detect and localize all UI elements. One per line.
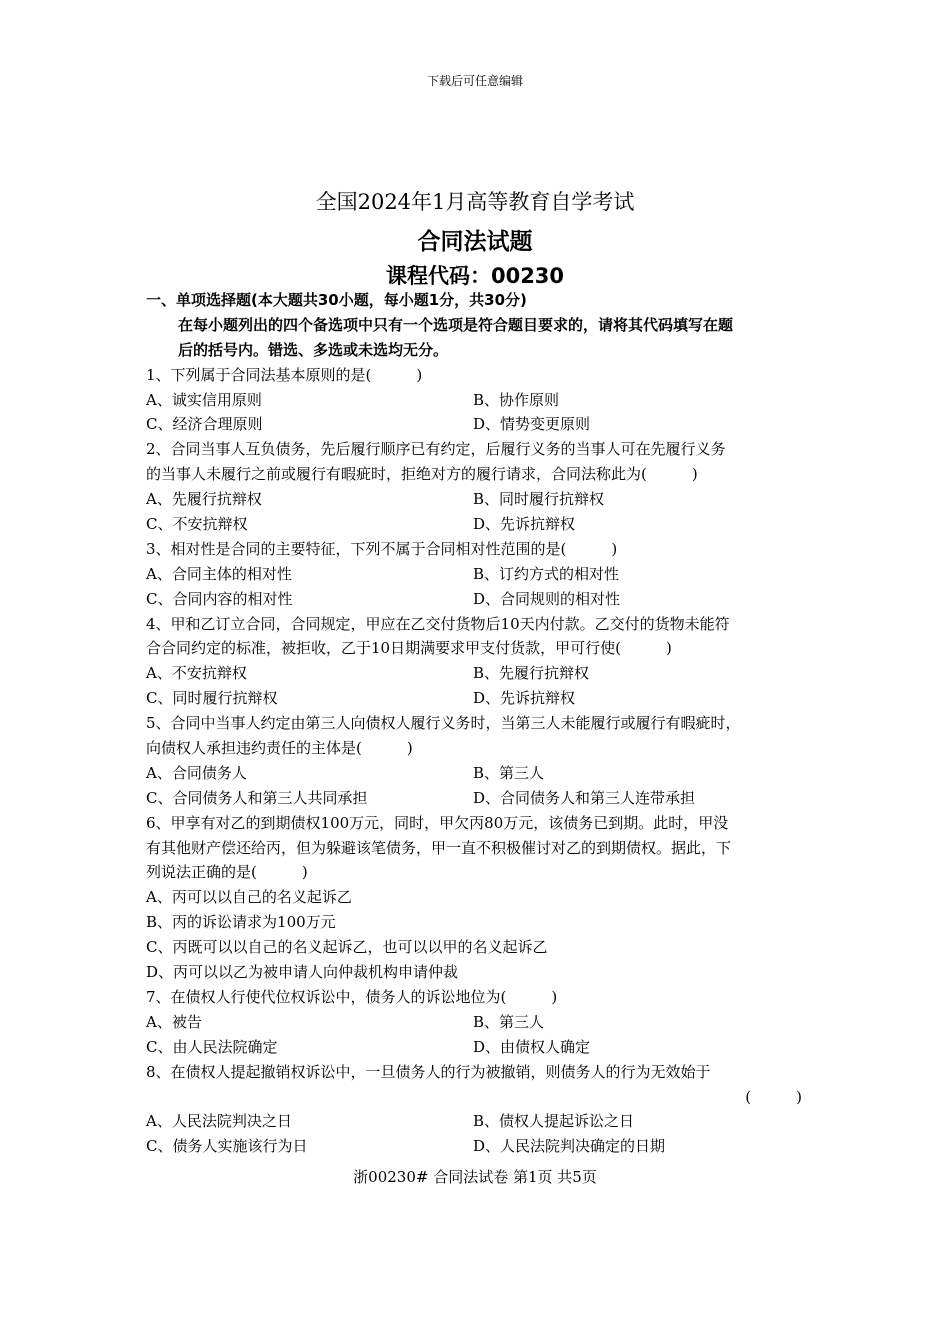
exam-content: [146, 288, 816, 1159]
option-row: [146, 786, 816, 811]
exam-title: 全国2024年1月高等教育自学考试: [315, 190, 635, 214]
option-row: [146, 587, 816, 612]
option-c: C、经济合理原则: [146, 415, 263, 434]
option-a: A、不安抗辩权: [146, 664, 247, 683]
option-d: D、情势变更原则: [473, 415, 591, 434]
question-stem: 向债权人承担违约责任的主体是( ): [146, 739, 413, 758]
option-d: D、先诉抗辩权: [473, 689, 576, 708]
option-b: B、订约方式的相对性: [473, 564, 620, 583]
question-stem: 7、在债权人行使代位权诉讼中，债务人的诉讼地位为( ): [146, 987, 558, 1006]
option-b: B、同时履行抗辩权: [473, 490, 605, 509]
option-b: B、协作原则: [473, 390, 560, 409]
option-a: A、被告: [146, 1012, 202, 1031]
option-c: C、由人民法院确定: [146, 1037, 278, 1056]
section-instruction: 后的括号内。错选、多选或未选均无分。: [178, 340, 449, 359]
option-row: [146, 761, 816, 786]
course-code: 课程代码：00230: [385, 264, 565, 288]
option-row: [146, 1035, 816, 1060]
question-stem: 3、相对性是合同的主要特征，下列不属于合同相对性范围的是( ): [146, 539, 618, 558]
option-b: B、丙的诉讼请求为100万元: [146, 913, 336, 932]
option-a: A、合同债务人: [146, 763, 247, 782]
option-b: B、先履行抗辩权: [473, 664, 590, 683]
option-b: B、第三人: [473, 763, 545, 782]
option-a: A、诚实信用原则: [146, 390, 262, 409]
question-stem: 5、合同中当事人约定由第三人向债权人履行义务时，当第三人未能履行或履行有暇疵时，: [146, 714, 741, 733]
question-stem: 有其他财产偿还给丙，但为躲避该笔债务，甲一直不积极催讨对乙的到期债权。据此，下: [146, 838, 732, 857]
option-c: C、丙既可以以自己的名义起诉乙，也可以以甲的名义起诉乙: [146, 938, 548, 957]
question-stem: 合合同约定的标准，被拒收，乙于10日期满要求甲支付货款，甲可行使( ): [146, 639, 672, 658]
option-d: D、丙可以以乙为被申请人向仲裁机构申请仲裁: [146, 963, 459, 982]
option-c: C、债务人实施该行为日: [146, 1137, 308, 1156]
option-a: A、人民法院判决之日: [146, 1112, 292, 1131]
question-stem: 8、在债权人提起撤销权诉讼中，一旦债务人的行为被撤销，则债务人的行为无效始于: [146, 1062, 711, 1081]
option-d: D、由债权人确定: [473, 1037, 591, 1056]
option-a: A、先履行抗辩权: [146, 490, 262, 509]
section-heading: 一、单项选择题(本大题共30小题，每小题1分，共30分): [146, 291, 527, 309]
answer-parentheses: ( ): [745, 1087, 802, 1106]
option-row: [146, 1109, 816, 1134]
subject-title: 合同法试题: [417, 229, 533, 255]
question-stem: 2、合同当事人互负债务，先后履行顺序已有约定，后履行义务的当事人可在先履行义务: [146, 440, 726, 459]
option-a: A、合同主体的相对性: [146, 564, 292, 583]
option-row: [146, 512, 816, 537]
option-row: [146, 686, 816, 711]
option-c: C、不安抗辩权: [146, 515, 248, 534]
header-note: 下载后可任意编辑: [426, 74, 523, 88]
option-row: [146, 562, 816, 587]
option-row: [146, 388, 816, 413]
option-a: A、丙可以以自己的名义起诉乙: [146, 888, 352, 907]
option-c: C、合同内容的相对性: [146, 589, 293, 608]
option-d: D、人民法院判决确定的日期: [473, 1137, 666, 1156]
option-d: D、先诉抗辩权: [473, 515, 576, 534]
page-footer: 浙00230# 合同法试卷 第1页 共5页: [353, 1168, 597, 1186]
question-stem: 4、甲和乙订立合同，合同规定，甲应在乙交付货物后10天内付款。乙交付的货物未能符: [146, 614, 730, 633]
option-d: D、合同规则的相对性: [473, 589, 621, 608]
section-instruction: 在每小题列出的四个备选项中只有一个选项是符合题目要求的，请将其代码填写在题: [178, 315, 734, 334]
option-b: B、债权人提起诉讼之日: [473, 1112, 635, 1131]
question-stem: 1、下列属于合同法基本原则的是( ): [146, 365, 423, 384]
option-row: [146, 661, 816, 686]
option-b: B、第三人: [473, 1012, 545, 1031]
option-c: C、同时履行抗辩权: [146, 689, 278, 708]
question-stem: 6、甲享有对乙的到期债权100万元，同时，甲欠丙80万元，该债务已到期。此时，甲没: [146, 813, 729, 832]
option-row: [146, 1010, 816, 1035]
option-c: C、合同债务人和第三人共同承担: [146, 788, 368, 807]
option-d: D、合同债务人和第三人连带承担: [473, 788, 696, 807]
question-stem: 的当事人未履行之前或履行有暇疵时，拒绝对方的履行请求，合同法称此为( ): [146, 465, 698, 484]
option-row: [146, 487, 816, 512]
option-row: [146, 1134, 816, 1159]
question-stem: 列说法正确的是( ): [146, 863, 308, 882]
option-row: [146, 412, 816, 437]
